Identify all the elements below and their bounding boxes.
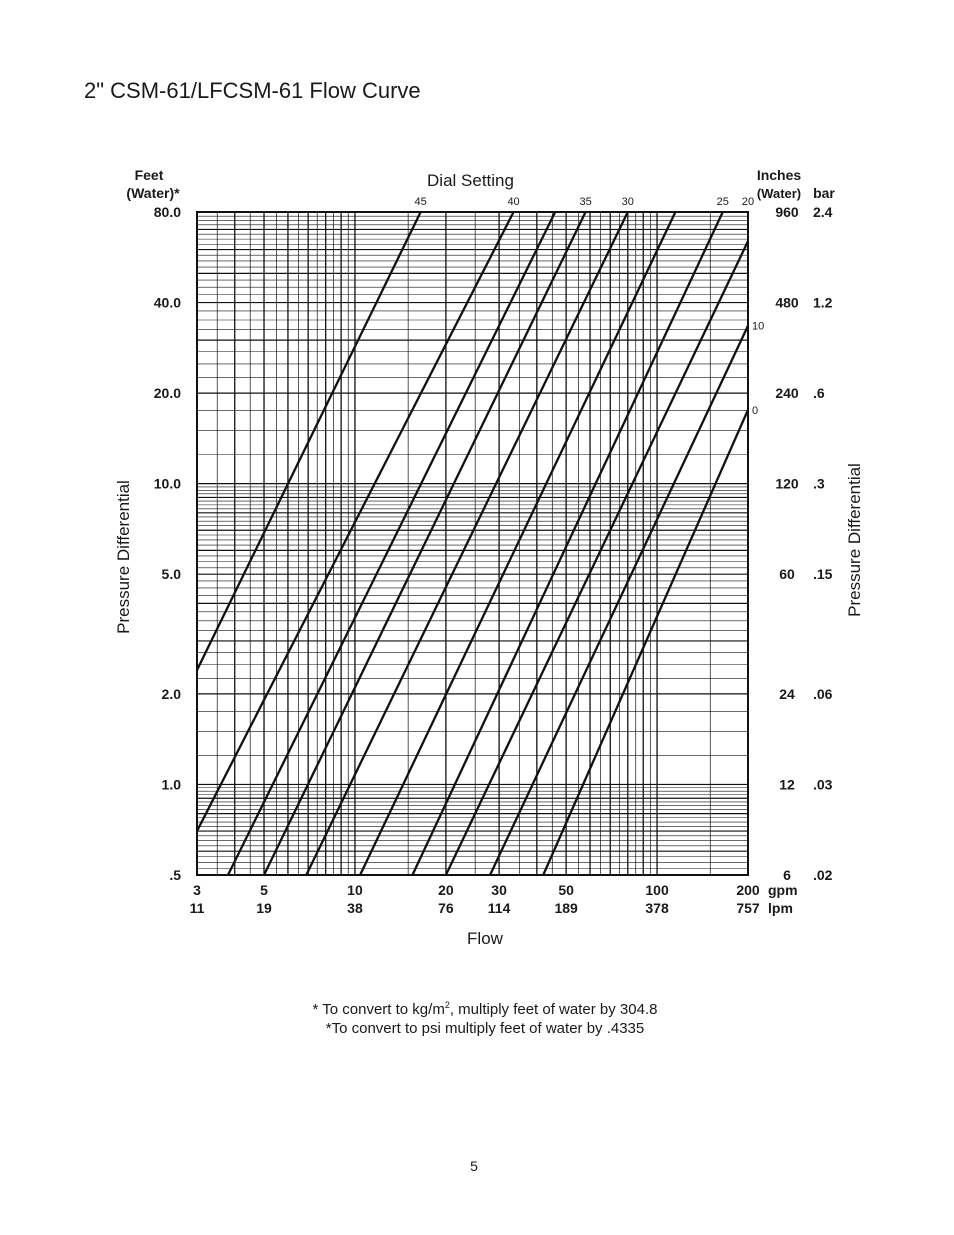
dial-setting-label-10: 10 <box>752 320 765 333</box>
x-tick-gpm-50: 50 <box>558 882 574 898</box>
x-tick-lpm-114: 114 <box>487 900 511 916</box>
y-tick-feet-80.0: 80.0 <box>153 204 181 220</box>
dial-setting-label-25: 25 <box>716 196 729 208</box>
x-tick-lpm-757: 757 <box>736 900 760 916</box>
x-tick-lpm-19: 19 <box>256 900 272 916</box>
y-tick-inches-12: 12 <box>779 776 795 793</box>
dial-setting-label-30: 30 <box>621 196 634 208</box>
y-tick-feet-10.0: 10.0 <box>153 475 181 492</box>
y-tick-feet-.5: .5 <box>169 867 181 883</box>
plot-frame <box>197 212 748 875</box>
dial-curve-45 <box>197 212 421 670</box>
y-tick-inches-960: 960 <box>775 204 799 220</box>
x-unit-gpm: gpm <box>768 882 798 898</box>
page-title: 2" CSM-61/LFCSM-61 Flow Curve <box>84 78 421 103</box>
y-tick-inches-480: 480 <box>775 294 799 311</box>
chart-grid <box>197 212 748 875</box>
x-tick-lpm-189: 189 <box>554 900 578 916</box>
dial-setting-label-20: 20 <box>741 196 755 208</box>
y-tick-inches-24: 24 <box>779 685 795 702</box>
x-axis-label: Flow <box>467 929 503 948</box>
dial-curve-unlabeled-2 <box>228 212 555 875</box>
footnote-1-post: , multiply feet of water by 304.8 <box>449 1001 658 1018</box>
y-tick-bar-.3: .3 <box>813 475 825 492</box>
y-tick-bar-1.2: 1.2 <box>813 294 833 311</box>
y-tick-inches-60: 60 <box>779 566 795 583</box>
y-tick-bar-.6: .6 <box>813 385 825 402</box>
y-tick-bar-.15: .15 <box>813 566 833 583</box>
x-tick-gpm-100: 100 <box>645 882 669 898</box>
left-axis-header-feet: Feet <box>134 167 164 183</box>
dial-curve-25 <box>412 212 722 875</box>
y-tick-inches-240: 240 <box>775 385 799 402</box>
x-tick-gpm-10: 10 <box>347 882 363 898</box>
dial-setting-title: Dial Setting <box>427 171 514 190</box>
dial-curve-20 <box>446 241 748 875</box>
y-tick-bar-.03: .03 <box>813 776 833 793</box>
y-tick-feet-5.0: 5.0 <box>161 566 181 583</box>
footnote-1-pre: * To convert to kg/m <box>312 1001 445 1018</box>
x-tick-lpm-378: 378 <box>645 900 669 916</box>
right-axis-header-water: (Water) <box>756 186 802 201</box>
y-tick-feet-20.0: 20.0 <box>153 385 181 402</box>
y-tick-feet-1.0: 1.0 <box>161 776 181 793</box>
y-axis-label-left: Pressure Differential <box>114 480 133 634</box>
x-tick-lpm-76: 76 <box>438 900 454 916</box>
dial-setting-curves <box>197 212 748 875</box>
x-tick-gpm-30: 30 <box>491 882 507 898</box>
x-tick-gpm-3: 3 <box>193 882 201 898</box>
x-unit-lpm: lpm <box>768 900 793 916</box>
x-tick-gpm-20: 20 <box>438 882 454 898</box>
dial-curve-0 <box>543 410 748 875</box>
page-number: 5 <box>470 1158 478 1174</box>
y-tick-bar-.02: .02 <box>813 867 833 883</box>
x-tick-gpm-200: 200 <box>736 882 760 898</box>
y-tick-feet-40.0: 40.0 <box>153 294 181 311</box>
y-tick-inches-120: 120 <box>775 475 799 492</box>
y-tick-bar-2.4: 2.4 <box>813 204 833 220</box>
left-axis-header-water: (Water)* <box>126 185 180 201</box>
right-axis-header-inches: Inches <box>756 167 802 183</box>
y-tick-bar-.06: .06 <box>813 685 833 702</box>
y-axis-label-right: Pressure Differential <box>845 463 864 617</box>
dial-setting-label-35: 35 <box>579 196 592 208</box>
footnote-1-sup: 2 <box>444 1000 450 1010</box>
right-axis-header-bar: bar <box>813 185 835 201</box>
dial-setting-label-45: 45 <box>414 196 427 208</box>
y-tick-inches-6: 6 <box>783 867 791 883</box>
x-tick-lpm-11: 11 <box>189 900 205 916</box>
footnote-kg-conversion <box>0 996 954 1019</box>
x-tick-gpm-5: 5 <box>260 882 268 898</box>
dial-setting-label-40: 40 <box>507 196 520 208</box>
footnote-psi-conversion: *To convert to psi multiply feet of water by .4335 <box>325 1020 645 1037</box>
footnotes <box>0 996 954 1038</box>
dial-setting-label-0: 0 <box>752 404 759 417</box>
y-tick-feet-2.0: 2.0 <box>161 685 181 702</box>
x-tick-lpm-38: 38 <box>347 900 363 916</box>
